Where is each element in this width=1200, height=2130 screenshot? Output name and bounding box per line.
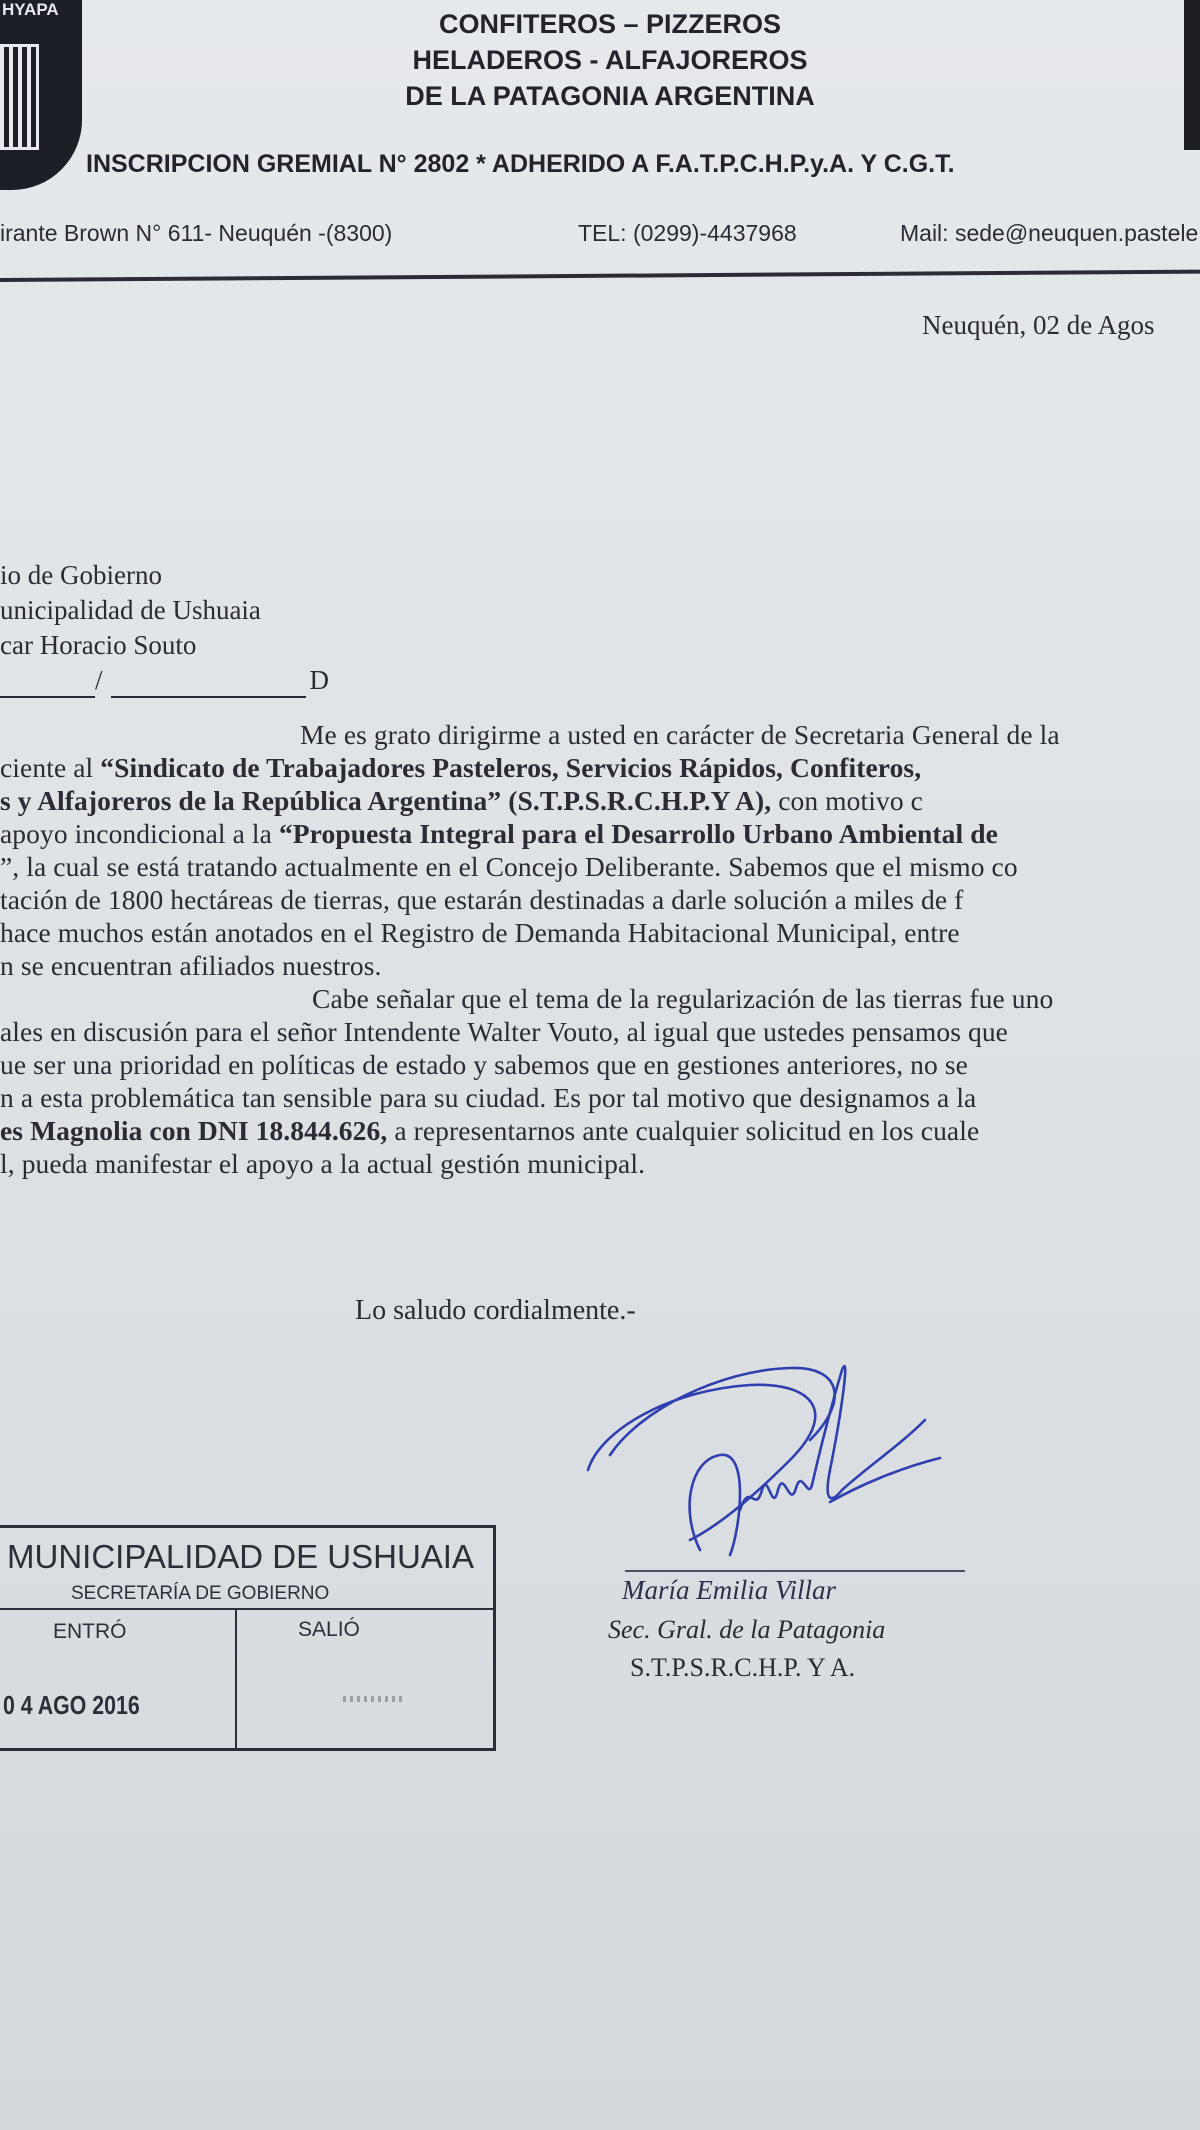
contact-address: irante Brown N° 611- Neuquén -(8300): [0, 220, 393, 246]
body-line: ue ser una prioridad en políticas de estado y sabemos que en gestiones anteriores, no se: [0, 1049, 968, 1080]
addressee-block: [0, 558, 329, 698]
closing-line: Lo saludo cordialmente.-: [355, 1295, 636, 1326]
addressee-line-1: io de Gobierno: [0, 560, 162, 590]
header-divider: [0, 270, 1200, 282]
logo-emblem: [0, 44, 39, 150]
handwritten-signature: [580, 1350, 980, 1590]
stamp-subtitle: SECRETARÍA DE GOBIERNO: [71, 1583, 330, 1604]
blank-line: [111, 674, 306, 698]
letterhead-line-2: HELADEROS - ALFAJOREROS: [412, 45, 808, 75]
scan-edge-shadow: [1184, 0, 1200, 150]
body-line: ”, la cual se está tratando actualmente en el Concejo Deliberante. Sabemos que el mismo co: [0, 851, 1018, 882]
body-line: n a esta problemática tan sensible para su ciudad. Es por tal motivo que designamos a la: [0, 1082, 977, 1113]
stamp-in-date: 0 4 AGO 2016: [3, 1690, 140, 1720]
body-line: ciente al “Sindicato de Trabajadores Pasteleros, Servicios Rápidos, Confiteros,: [0, 752, 922, 783]
logo-text: HYAPA: [2, 0, 59, 19]
stamp-divider: [0, 1608, 493, 1610]
addressee-line-4: [0, 663, 329, 698]
stamp-smudge: [343, 1696, 403, 1702]
addressee-line-3: car Horacio Souto: [0, 630, 197, 660]
letterhead-line-1: CONFITEROS – PIZZEROS: [438, 9, 782, 39]
gremial-registration: INSCRIPCION GREMIAL N° 2802 * ADHERIDO A F.A.T.P.C.H.P.y.A. Y C.G.T.: [86, 150, 955, 178]
letterhead-line-3: DE LA PATAGONIA ARGENTINA: [405, 81, 815, 111]
body-line: l, pueda manifestar el apoyo a la actual gestión municipal.: [0, 1148, 646, 1179]
stamp-out-label: SALIÓ: [298, 1618, 360, 1641]
despacho-mark: D: [309, 665, 330, 695]
stamp-column-divider: [235, 1608, 237, 1748]
contact-phone: TEL: (0299)-4437968: [578, 220, 797, 246]
stamp-title: MUNICIPALIDAD DE USHUAIA: [7, 1538, 474, 1575]
contact-mail: Mail: sede@neuquen.pastele: [900, 220, 1199, 246]
blank-line: [0, 674, 95, 698]
body-line: hace muchos están anotados en el Registro de Demanda Habitacional Municipal, entre: [0, 917, 960, 948]
body-line: ales en discusión para el señor Intendente Walter Vouto, al igual que ustedes pensamos que: [0, 1016, 1008, 1047]
addressee-line-2: unicipalidad de Ushuaia: [0, 595, 261, 625]
slash: /: [95, 665, 103, 695]
signer-organization: S.T.P.S.R.C.H.P. Y A.: [630, 1653, 856, 1682]
body-line: es Magnolia con DNI 18.844.626, a representarnos ante cualquier solicitud en los cuale: [0, 1115, 980, 1146]
letterhead-title: [300, 6, 920, 114]
letter-body: [0, 718, 1200, 1180]
union-logo: [0, 0, 82, 190]
signer-role: Sec. Gral. de la Patagonia: [608, 1615, 886, 1644]
body-line: tación de 1800 hectáreas de tierras, que estarán destinadas a darle solución a miles de f: [0, 884, 964, 915]
signer-name: María Emilia Villar: [622, 1575, 836, 1605]
stamp-in-label: ENTRÓ: [53, 1620, 127, 1643]
body-line: apoyo incondicional a la “Propuesta Integral para el Desarrollo Urbano Ambiental de: [0, 818, 998, 849]
body-line: n se encuentran afiliados nuestros.: [0, 950, 382, 981]
body-line: Cabe señalar que el tema de la regularización de las tierras fue uno: [312, 983, 1054, 1014]
body-line: Me es grato dirigirme a usted en carácter de Secretaria General de la: [300, 719, 1060, 750]
reception-stamp: [0, 1525, 496, 1751]
letter-date: Neuquén, 02 de Agos: [922, 310, 1155, 340]
signature-line: [625, 1570, 965, 1572]
body-line: s y Alfajoreros de la República Argentina” (S.T.P.S.R.C.H.P.Y A), con motivo c: [0, 785, 923, 816]
